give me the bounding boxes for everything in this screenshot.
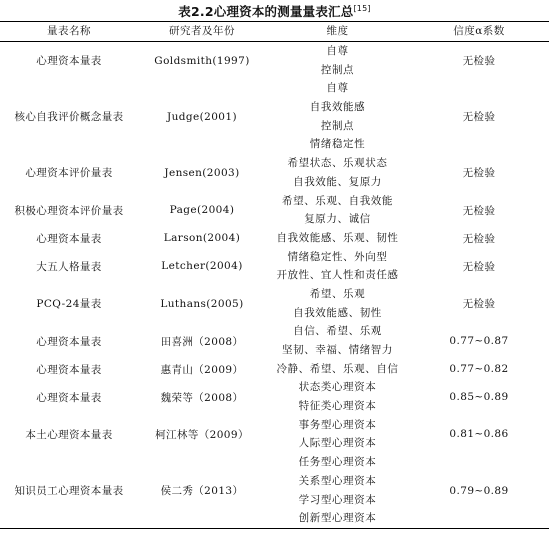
dimension-item: 情绪稳定性、外向型 [287,250,388,263]
researcher-year-cell: 侯二秀（2013） [138,453,266,528]
reliability-alpha-cell: 无检验 [462,260,496,273]
dimension-item: 控制点 [320,63,355,76]
dimension-item: 冷静、希望、乐观、自信 [276,362,399,375]
researcher-year-cell: 柯江林等（2009） [155,428,249,441]
dimension-item: 任务型心理资本 [298,456,377,469]
dimension-item: 自我效能、复原力 [293,175,382,188]
dimension-item: 坚韧、幸福、情绪智力 [282,344,393,356]
header-scale-name: 量表名称 [0,22,138,42]
researcher-year-cell: Luthans(2005) [160,297,244,310]
reliability-alpha-cell: 无检验 [462,204,496,217]
table-row [0,79,549,154]
table-row [0,248,549,285]
reliability-alpha-cell: 无检验 [462,111,496,124]
dimension-item: 自我效能感、韧性 [293,306,382,319]
reliability-alpha-cell: 0.81~0.86 [449,428,509,441]
header-reliability-alpha: 信度α系数 [409,22,549,42]
dimension-item: 自尊 [326,82,349,95]
dimension-item: 人际型心理资本 [298,437,377,450]
table-row [0,378,549,415]
scale-name-cell: 心理资本量表 [36,391,102,404]
scale-name-cell: 积极心理资本评价量表 [14,204,124,217]
table-row [0,42,549,80]
dimensions-cell [266,285,409,322]
scale-name-cell: 心理资本评价量表 [25,167,113,180]
dimensions-cell [266,322,409,359]
researcher-year-cell: 田喜洲（2008） [160,335,244,348]
scale-name-cell: PCQ-24量表 [36,298,102,311]
dimensions-cell [266,453,409,528]
dimension-item: 自信、希望、乐观 [293,325,382,338]
scale-name-cell: 核心自我评价概念量表 [14,111,124,124]
researcher-year-cell: 魏荣等（2008） [160,391,244,404]
scale-name-cell: 本土心理资本量表 [25,428,113,441]
scale-name-cell: 心理资本量表 [36,232,102,245]
dimensions-cell [266,79,409,154]
reliability-alpha-cell: 无检验 [462,298,496,311]
scale-name-cell: 心理资本量表 [36,363,102,376]
dimension-item: 希望、乐观 [309,287,366,300]
dimensions-cell [266,42,409,80]
reliability-alpha-cell: 0.77~0.87 [449,335,509,347]
reliability-alpha-cell: 0.85~0.89 [449,391,509,404]
researcher-year-cell: Page(2004) [169,204,235,217]
reliability-alpha-cell: 无检验 [462,55,496,68]
dimension-item: 关系型心理资本 [298,474,377,487]
dimension-item: 希望状态、乐观状态 [287,157,388,170]
table-row [0,192,549,229]
researcher-year-cell: Letcher(2004) [161,260,243,273]
dimension-item: 创新型心理资本 [298,512,377,525]
dimension-item: 自尊 [326,45,349,57]
table-header-row [0,22,549,42]
dimension-item: 复原力、诚信 [304,213,371,226]
table-body [0,42,549,529]
scale-name-cell: 大五人格量表 [36,260,102,273]
table-row [0,416,549,453]
researcher-year-cell: Judge(2001) [167,110,237,123]
researcher-year-cell: Jensen(2003) [164,166,240,179]
table-row [0,322,549,359]
dimension-item: 事务型心理资本 [298,418,377,431]
dimensions-cell [266,360,409,379]
table-row [0,360,549,379]
dimension-item: 希望、乐观、自我效能 [282,194,393,207]
caption-citation: [15] [353,3,371,13]
reliability-alpha-cell: 0.77~0.82 [449,363,509,376]
table-row [0,229,549,248]
measurement-scales-table [0,21,549,529]
researcher-year-cell: Goldsmith(1997) [154,54,250,67]
dimensions-cell [266,154,409,191]
table-row [0,154,549,191]
table-row [0,453,549,528]
scale-name-cell: 心理资本量表 [36,335,102,348]
scale-name-cell: 心理资本量表 [36,55,102,68]
reliability-alpha-cell: 无检验 [462,232,496,245]
dimensions-cell [266,192,409,229]
dimension-item: 自我效能感、乐观、韧性 [276,231,399,244]
header-researcher-year: 研究者及年份 [138,22,266,42]
dimension-item: 情绪稳定性 [309,138,366,151]
dimension-item: 开放性、宜人性和责任感 [276,269,399,282]
header-dimensions: 维度 [266,22,409,42]
dimensions-cell [266,229,409,248]
researcher-year-cell: 惠青山（2009） [160,363,244,376]
researcher-year-cell: Larson(2004) [163,232,241,245]
dimension-item: 状态类心理资本 [298,381,377,394]
dimension-item: 自我效能感 [309,101,366,114]
reliability-alpha-cell: 0.79~0.89 [409,453,549,528]
dimensions-cell [266,248,409,285]
caption-text: 表2.2心理资本的测量量表汇总 [178,4,354,19]
dimensions-cell [266,416,409,453]
reliability-alpha-cell: 无检验 [462,167,496,180]
table-caption [0,2,549,20]
scale-name-cell: 知识员工心理资本量表 [0,453,138,528]
dimension-item: 控制点 [320,119,355,132]
dimension-item: 特征类心理资本 [298,400,377,413]
dimension-item: 学习型心理资本 [298,493,377,506]
dimensions-cell [266,378,409,415]
table-row [0,285,549,322]
